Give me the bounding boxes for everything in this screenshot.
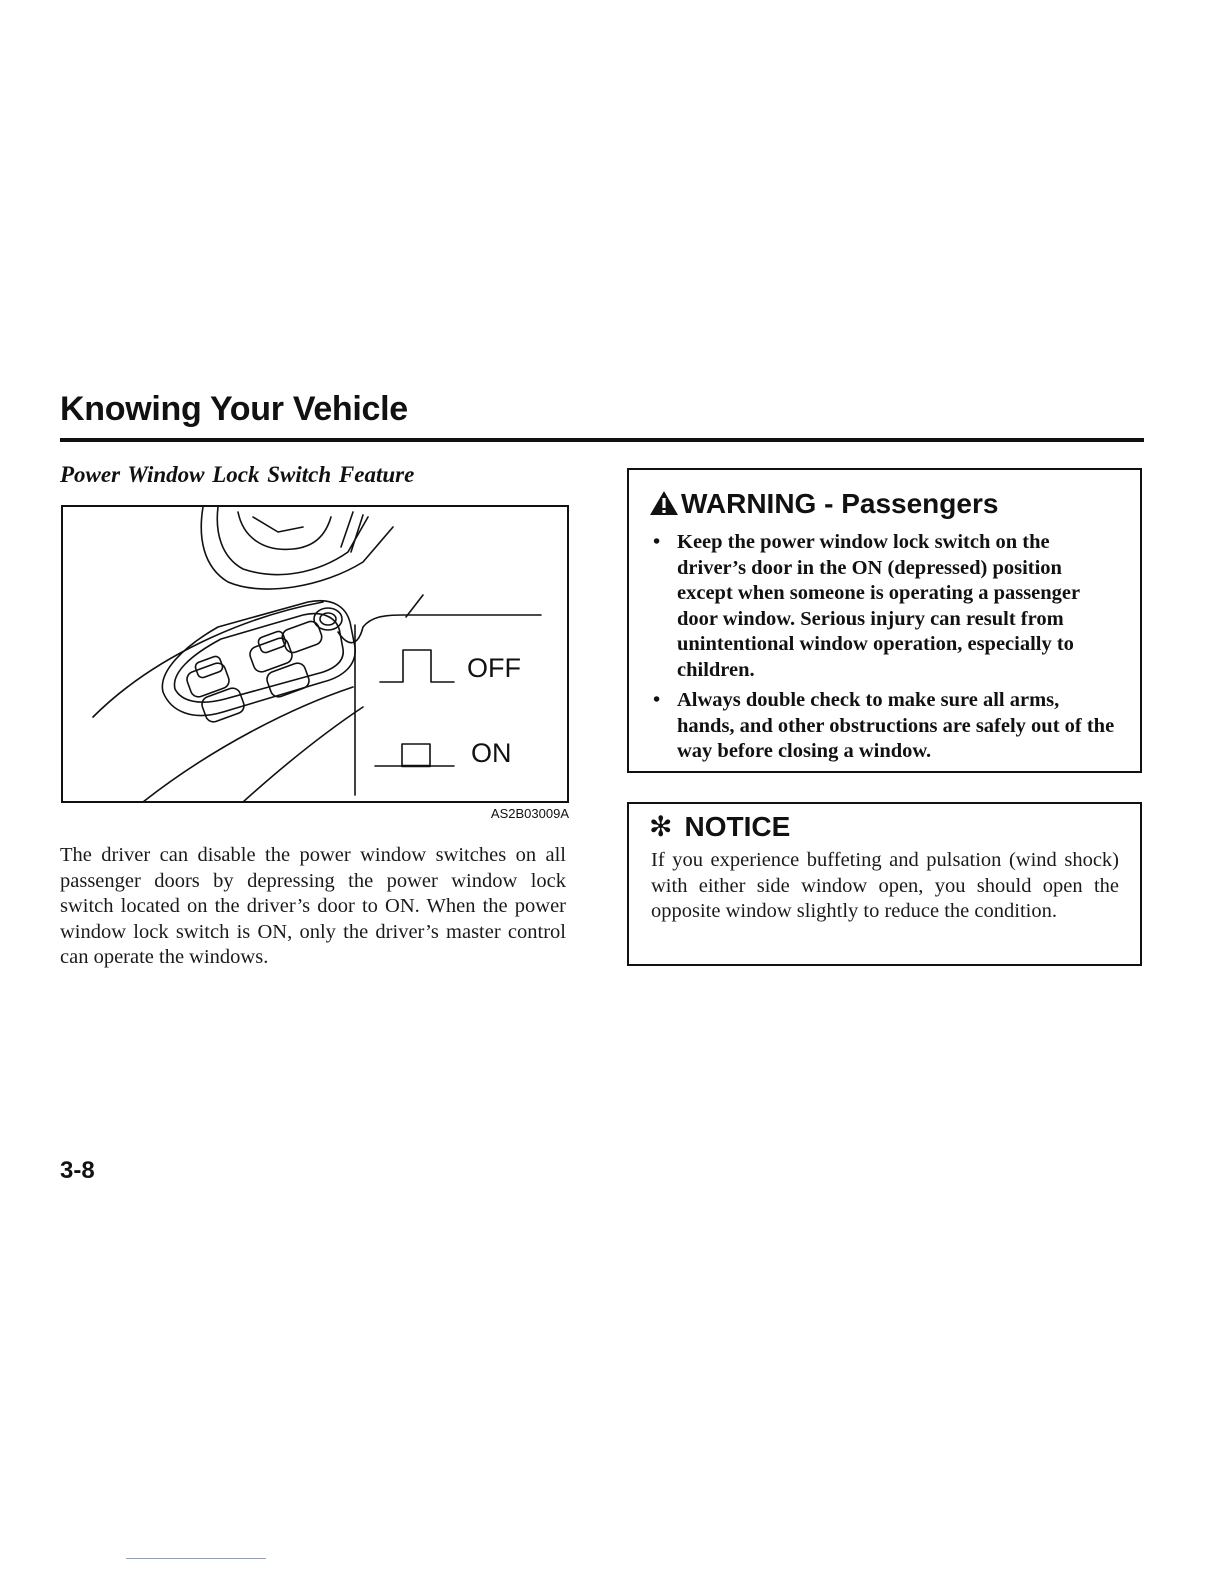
footer-rule (126, 1558, 266, 1559)
section-title: Knowing Your Vehicle (60, 390, 408, 428)
figure-subheading: Power Window Lock Switch Feature (60, 462, 415, 487)
notice-box (627, 802, 1142, 966)
notice-text: If you experience buffeting and pulsation (wind shock) with either side window open, you should open the opposite window slightly to reduce the condition. (651, 849, 1119, 922)
warning-item-text: Keep the power window lock switch on the driver’s door in the ON (depressed) position except when someone is operating a passenger door window. Serious injury can result from unintentional window operation, especially to children. (677, 531, 1080, 681)
figure-code: AS2B03009A (490, 806, 569, 821)
on-label: ON (471, 738, 512, 768)
bullet-icon: • (653, 531, 661, 553)
lock-switch-figure (61, 505, 569, 803)
warning-heading (649, 488, 998, 520)
section-rule (60, 438, 1144, 442)
warning-item (651, 530, 1121, 683)
notice-title: NOTICE (684, 811, 791, 842)
notice-star-icon: ✻ (649, 811, 673, 842)
bullet-icon: • (653, 689, 661, 711)
body-paragraph: The driver can disable the power window switches on all passenger doors by depressing the power window lock switch located on the driver’s door to ON. When the power window lock switch is ON, only the driver’s master control can operate the windows. (60, 844, 566, 968)
warning-title: WARNING - Passengers (681, 488, 999, 519)
page-number: 3-8 (60, 1157, 95, 1184)
warning-item-text: Always double check to make sure all arms, hands, and other obstructions are safely out of the way before closing a window. (677, 689, 1115, 762)
warning-item (651, 688, 1121, 765)
warning-triangle-icon (649, 490, 679, 516)
warning-list (651, 530, 1121, 770)
off-label: OFF (467, 653, 521, 683)
warning-box (627, 468, 1142, 773)
notice-heading (649, 810, 790, 843)
